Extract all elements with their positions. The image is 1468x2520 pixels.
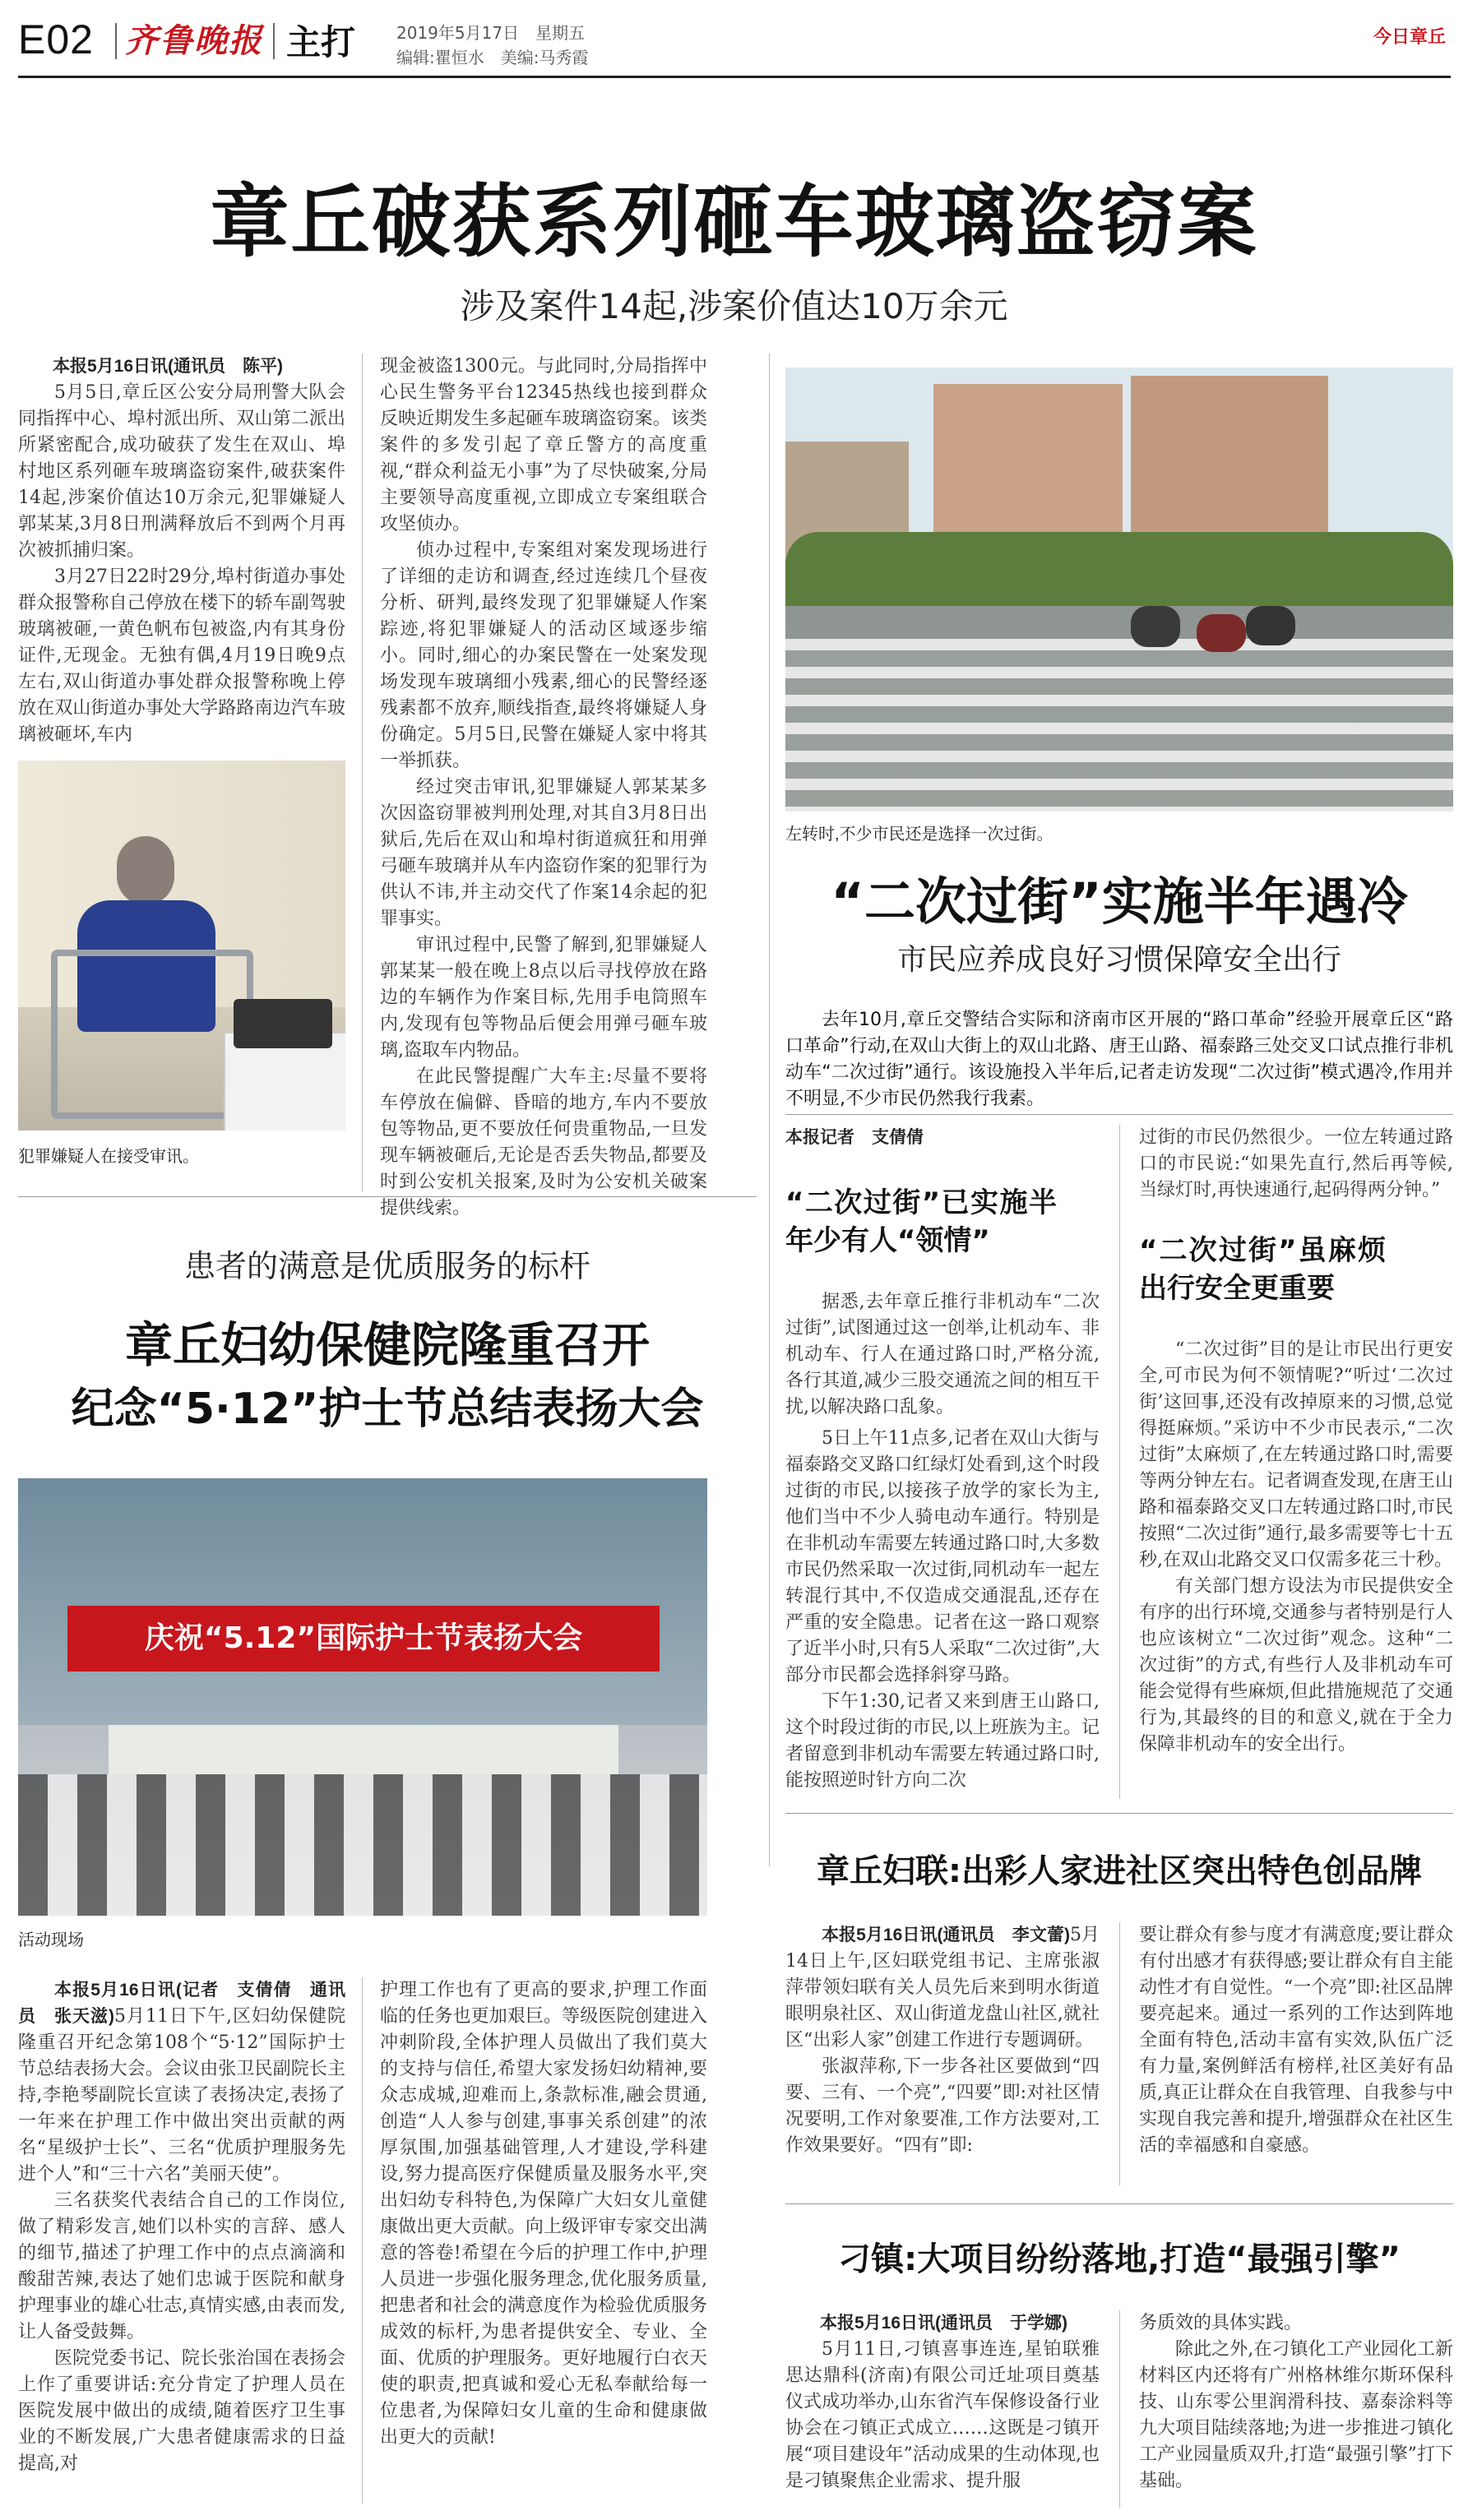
paragraph: 有关部门想方设法为市民提供安全有序的出行环境,交通参与者特别是行人也应该树立“二次过街”观念。这种“二次过街”的方式,有些行人及非机动车可能会觉得有些麻烦,但此措施规范了交通行为,其最终的目的和意义,就在于全力保障非机动车的安全出行。 [1139, 1576, 1453, 1755]
paragraph: 护理工作也有了更高的要求,护理工作面临的任务也更加艰巨。等级医院创建进入冲刺阶段,全体护理人员做出了我们莫大的支持与信任,希望大家发扬妇幼精神,要众志成城,迎难而上,条款标准,融会贯通,创造“人人参与创建,事事关系创建”的浓厚氛围,加强基础管理,人才建设,学科建设,努力提高医疗保健质量及服务水平,突出妇幼专科特色,为保障广大妇女儿童健康做出更大贡献。向上级评审专家交出满意的答卷!希望在今后的护理工作中,护理人员进一步强化服务理念,优化服务质量,把患者和社会的满意度作为检验优质服务成效的标杆,为患者提供安全、专业、全面、优质的护理服务。更好地履行白衣天使的职责,把真诚和爱心无私奉献给每一位患者,为保障妇女儿童的生命和健康做出更大的贡献! [380, 1980, 707, 2448]
crossing-subhead-1: “二次过街”已实施半年少有人“领情” [785, 1186, 1057, 1257]
horizontal-rule [785, 1813, 1453, 1814]
editor-credits [396, 44, 589, 68]
hospital-kicker: 患者的满意是优质服务的标杆 [183, 1248, 590, 1284]
vertical-rule [1119, 2310, 1120, 2508]
monitor [234, 999, 332, 1048]
lead-headline: 章丘破获系列砸车玻璃盗窃案 [210, 176, 1258, 268]
diaozhen-column-1 [785, 2310, 1100, 2495]
horizontal-rule [785, 2203, 1453, 2204]
stage-backdrop [18, 1478, 707, 1725]
interrogation-caption: 犯罪嫌疑人在接受审讯。 [18, 1148, 199, 1166]
banner-text: 庆祝“5.12”国际护士节表扬大会 [144, 1621, 583, 1655]
motorbike [1131, 606, 1180, 647]
date: 2019年5月17日 [396, 23, 520, 43]
paragraph: 据悉,去年章丘推行非机动车“二次过街”,试图通过这一创举,让机动车、非机动车、行人在通过路口时,严格分流,各行其道,减少三股交通流之间的相互干扰,以解决路口乱象。 [785, 1292, 1100, 1417]
page-code: E02 [18, 16, 94, 62]
crossing-subheadline: 市民应养成良好习惯保障安全出行 [896, 943, 1341, 977]
crossing-column-1 [785, 1125, 1100, 1794]
masthead-rule [18, 76, 1451, 78]
paragraph: 张淑萍称,下一步各社区要做到“四要、三有、一个亮”,“四要”即:对社区情况要明,工作对象要准,工作方法要对,工作效果要好。“四有”即: [785, 2056, 1100, 2156]
crossing-intro [785, 1007, 1453, 1112]
crossing-subhead-2: “二次过街”虽麻烦出行安全更重要 [1139, 1234, 1386, 1305]
street-photo [785, 368, 1453, 811]
weekday: 星期五 [535, 23, 586, 43]
diaozhen-column-2 [1139, 2310, 1453, 2495]
suspect-head [117, 836, 174, 905]
paragraph: 三名获奖代表结合自己的工作岗位,做了精彩发言,她们以朴实的言辞、感人的细节,描述了护理工作中的点点滴滴和酸甜苦辣,表达了她们忠诚于医院和献身护理事业的雄心壮志,真情实感,由表而发,让人备受鼓舞。 [18, 2190, 345, 2342]
paragraph: 5日上午11点多,记者在双山大街与福泰路交叉路口红绿灯处看到,这个时段过街的市民,以接孩子放学的家长为主,他们当中不少人骑电动车通行。特别是在非机动车需要左转通过路口时,大多数市民仍然采取一次过街,同机动车一起左转混行其中,不仅造成交通混乱,还存在严重的安全隐患。记者在这一路口观察了近半小时,只有5人采取“二次过街”,大部分市民都会选择斜穿马路。 [785, 1428, 1100, 1685]
paragraph: 现金被盗1300元。与此同时,分局指挥中心民生警务平台12345热线也接到群众反映近期发生多起砸车玻璃盗窃案。该类案件的多发引起了章丘警方的高度重视,“群众利益无小事”为了尽快破案,分局主要领导高度重视,立即成立专案组联合攻坚侦办。 [380, 356, 707, 534]
vertical-rule [1119, 1125, 1120, 1799]
women-headline: 章丘妇联:出彩人家进社区突出特色创品牌 [817, 1852, 1422, 1890]
paragraph [785, 1922, 1100, 2054]
paragraph: 经过突击审讯,犯罪嫌疑人郭某某多次因盗窃罪被判刑处理,对其自3月8日出狱后,先后在双山和埠村街道疯狂和用弹弓砸车玻璃并从车内盗窃作案的犯罪行为供认不讳,并主动交代了作案14余起的犯罪事实。 [380, 777, 707, 929]
vertical-rule [362, 354, 363, 1192]
street-caption: 左转时,不少市民还是选择一次过街。 [785, 825, 1054, 844]
paragraph: 5月11日,刁镇喜事连连,星铂联雅思达鼎科(济南)有限公司迁址项目奠基仪式成功举办,山东省汽车保修设备行业协会在刁镇正式成立……这既是刁镇开展“项目建设年”活动成果的生动体现,也是刁镇聚焦企业需求、提升服 [785, 2339, 1100, 2491]
paragraph: 要让群众有参与度才有满意度;要让群众有付出感才有获得感;要让群众有自主能动性才有自觉性。“一个亮”即:社区品牌要亮起来。通过一系列的工作达到阵地全面有特色,活动丰富有实效,队伍广泛有力量,案例鲜活有榜样,社区美好有品质,真正让群众在自我管理、自我参与中实现自我完善和提升,增强群众在社区生活的幸福感和自豪感。 [1139, 1925, 1453, 2156]
ceremony-photo [18, 1478, 707, 1916]
diaozhen-headline: 刁镇:大项目纷纷落地,打造“最强引擎” [838, 2240, 1401, 2278]
hospital-column-2 [380, 1977, 707, 2451]
trees [785, 532, 1453, 606]
paragraph: 侦办过程中,专案组对案发现场进行了详细的走访和调查,经过连续几个昼夜分析、研判,最终发现了犯罪嫌疑人作案踪迹,将犯罪嫌疑人的活动区域逐步缩小。同时,细心的办案民警在一处案发现场发现车玻璃细小残素,细心的民警经逐残素都不放弃,顺线指查,最终将嫌疑人身份确定。5月5日,民警在嫌疑人家中将其一举抓获。 [380, 540, 707, 771]
section-title: 主打 [286, 22, 356, 62]
intro-paragraph: 去年10月,章丘交警结合实际和济南市区开展的“路口革命”经验开展章丘区“路口革命”行动,在双山大街上的双山北路、唐王山路、福泰路三处交叉口试点推行非机动车“二次过街”通行。该设施投入半年后,记者走访发现“二次过街”模式遇冷,作用并不明显,不少市民仍然我行我素。 [785, 1010, 1453, 1109]
paragraph-text: 5月14日上午,区妇联党组书记、主席张淑萍带领妇联有关人员先后来到明水街道眼明泉社区、双山街道龙盘山社区,就社区“出彩人家”创建工作进行专题调研。 [785, 1925, 1100, 2051]
lead-subheadline: 涉及案件14起,涉案价值达10万余元 [460, 286, 1008, 326]
hospital-headline-2: 纪念“5·12”护士节总结表扬大会 [71, 1385, 704, 1434]
paragraph: 在此民警提醒广大车主:尽量不要将车停放在偏僻、昏暗的地方,车内不要放包等物品,更不要放任何贵重物品,一旦发现车辆被砸后,无论是否丢失物品,都要及时到公安机关报案,及时为公安机关破案提供线索。 [380, 1066, 707, 1218]
lead-column-1 [18, 354, 345, 748]
women-column-2 [1139, 1922, 1453, 2159]
women-byline: 本报5月16日讯(通讯员 李文蕾) [822, 1926, 1070, 1944]
issue-date [396, 20, 585, 44]
crossing-byline: 本报记者 支倩倩 [785, 1128, 924, 1147]
horizontal-rule [785, 1114, 1453, 1115]
masthead-divider [273, 23, 275, 59]
crossing-column-2 [1139, 1125, 1453, 1758]
lead-column-2 [380, 354, 707, 1222]
paragraph: 审讯过程中,民警了解到,犯罪嫌疑人郭某某一般在晚上8点以后寻找停放在路边的车辆作为作案目标,先用手电筒照车内,发现有包等物品后便会用弹弓砸车玻璃,盗取车内物品。 [380, 935, 707, 1061]
lead-byline: 本报5月16日讯(通讯员 陈平) [53, 357, 284, 376]
crosswalk [785, 639, 1453, 811]
designer: 美编:马秀霞 [500, 48, 589, 67]
hospital-byline: 本报5月16日讯(记者 支倩倩 通讯员 张天滋) [18, 1981, 345, 2026]
paragraph: 5月5日,章丘区公安分局刑警大队会同指挥中心、埠村派出所、双山第二派出所紧密配合,成功破获了发生在双山、埠村地区系列砸车玻璃盗窃案件,破获案件14起,涉案价值达10万余元,犯罪嫌疑人郭某某,3月8日刑满释放后不到两个月再次被抓捕归案。 [18, 382, 345, 561]
paragraph: 过街的市民仍然很少。一位左转通过路口的市民说:“如果先直行,然后再等候,当绿灯时,再快速通行,起码得两分钟。” [1139, 1127, 1453, 1200]
paragraph: 务质效的具体实践。 [1139, 2313, 1303, 2333]
women-column-1 [785, 1922, 1100, 2159]
paragraph: 3月27日22时29分,埠村街道办事处群众报警称自己停放在楼下的轿车副驾驶玻璃被砸,一黄色帆布包被盗,内有其身份证件,无现金。无独有偶,4月19日晚9点左右,双山街道办事处群众报警称晚上停放在双山街道办事处大学路路南边汽车玻璃被砸坏,车内 [18, 566, 345, 745]
vertical-rule [1119, 1922, 1120, 2185]
ceremony-caption: 活动现场 [18, 1931, 84, 1949]
diaozhen-byline: 本报5月16日讯(通讯员 于学娜) [820, 2314, 1068, 2333]
paragraph: “二次过街”目的是让市民出行更安全,可市民为何不领情呢?“听过‘二次过街’这回事,还没有改掉原来的习惯,总觉得挺麻烦。”采访中不少市民表示,“二次过街”太麻烦了,在左转通过路口时,需要等两分钟左右。记者调查发现,在唐王山路和福泰路交叉口左转通过路口时,市民按照“二次过街”通行,最多需要等七十五秒,在双山北路交叉口仅需多花三十秒。 [1139, 1339, 1453, 1570]
masthead-divider [115, 23, 117, 59]
audience [18, 1774, 707, 1916]
editor: 编辑:瞿恒水 [396, 48, 484, 67]
paragraph-text: 5月11日下午,区妇幼保健院隆重召开纪念第108个“5·12”国际护士节总结表扬大会。会议由张卫民副院长主持,李艳琴副院长宣读了表扬决定,表扬了一年来在护理工作中做出突出贡献的两名“星级护士长”、三名“优质护理服务先进个人”和“三十六名”美丽天使”。 [18, 2006, 345, 2185]
vertical-rule [769, 354, 770, 1866]
crossing-headline: “二次过街”实施半年遇冷 [831, 872, 1408, 932]
horizontal-rule [18, 1196, 757, 1197]
paragraph: 医院党委书记、院长张治国在表扬会上作了重要讲话:充分肯定了护理人员在医院发展中做出的成绩,随着医疗卫生事业的不断发展,广大患者健康需求的日益提高,对 [18, 2348, 345, 2474]
hospital-headline-1: 章丘妇幼保健院隆重召开 [124, 1317, 650, 1373]
vertical-rule [362, 1977, 363, 2504]
head-table [109, 1725, 618, 1774]
motorbike [1197, 614, 1246, 652]
column-name: 今日章丘 [1373, 27, 1447, 48]
hospital-column-1 [18, 1977, 345, 2477]
motorbike [1246, 606, 1295, 645]
interrogation-photo [18, 761, 345, 1131]
paper-logo: 齐鲁晚报 [125, 21, 263, 60]
paragraph: 除此之外,在刁镇化工产业园化工新材料区内还将有广州格林维尔斯环保科技、山东零公里润滑科技、嘉泰涂料等九大项目陆续落地;为进一步推进刁镇化工产业园量质双升,打造“最强引擎”打下基础。 [1139, 2339, 1453, 2491]
paragraph [18, 1977, 345, 2188]
paragraph: 下午1:30,记者又来到唐王山路口,这个时段过街的市民,以上班族为主。记者留意到非机动车需要左转通过路口时,能按照逆时针方向二次 [785, 1691, 1100, 1791]
